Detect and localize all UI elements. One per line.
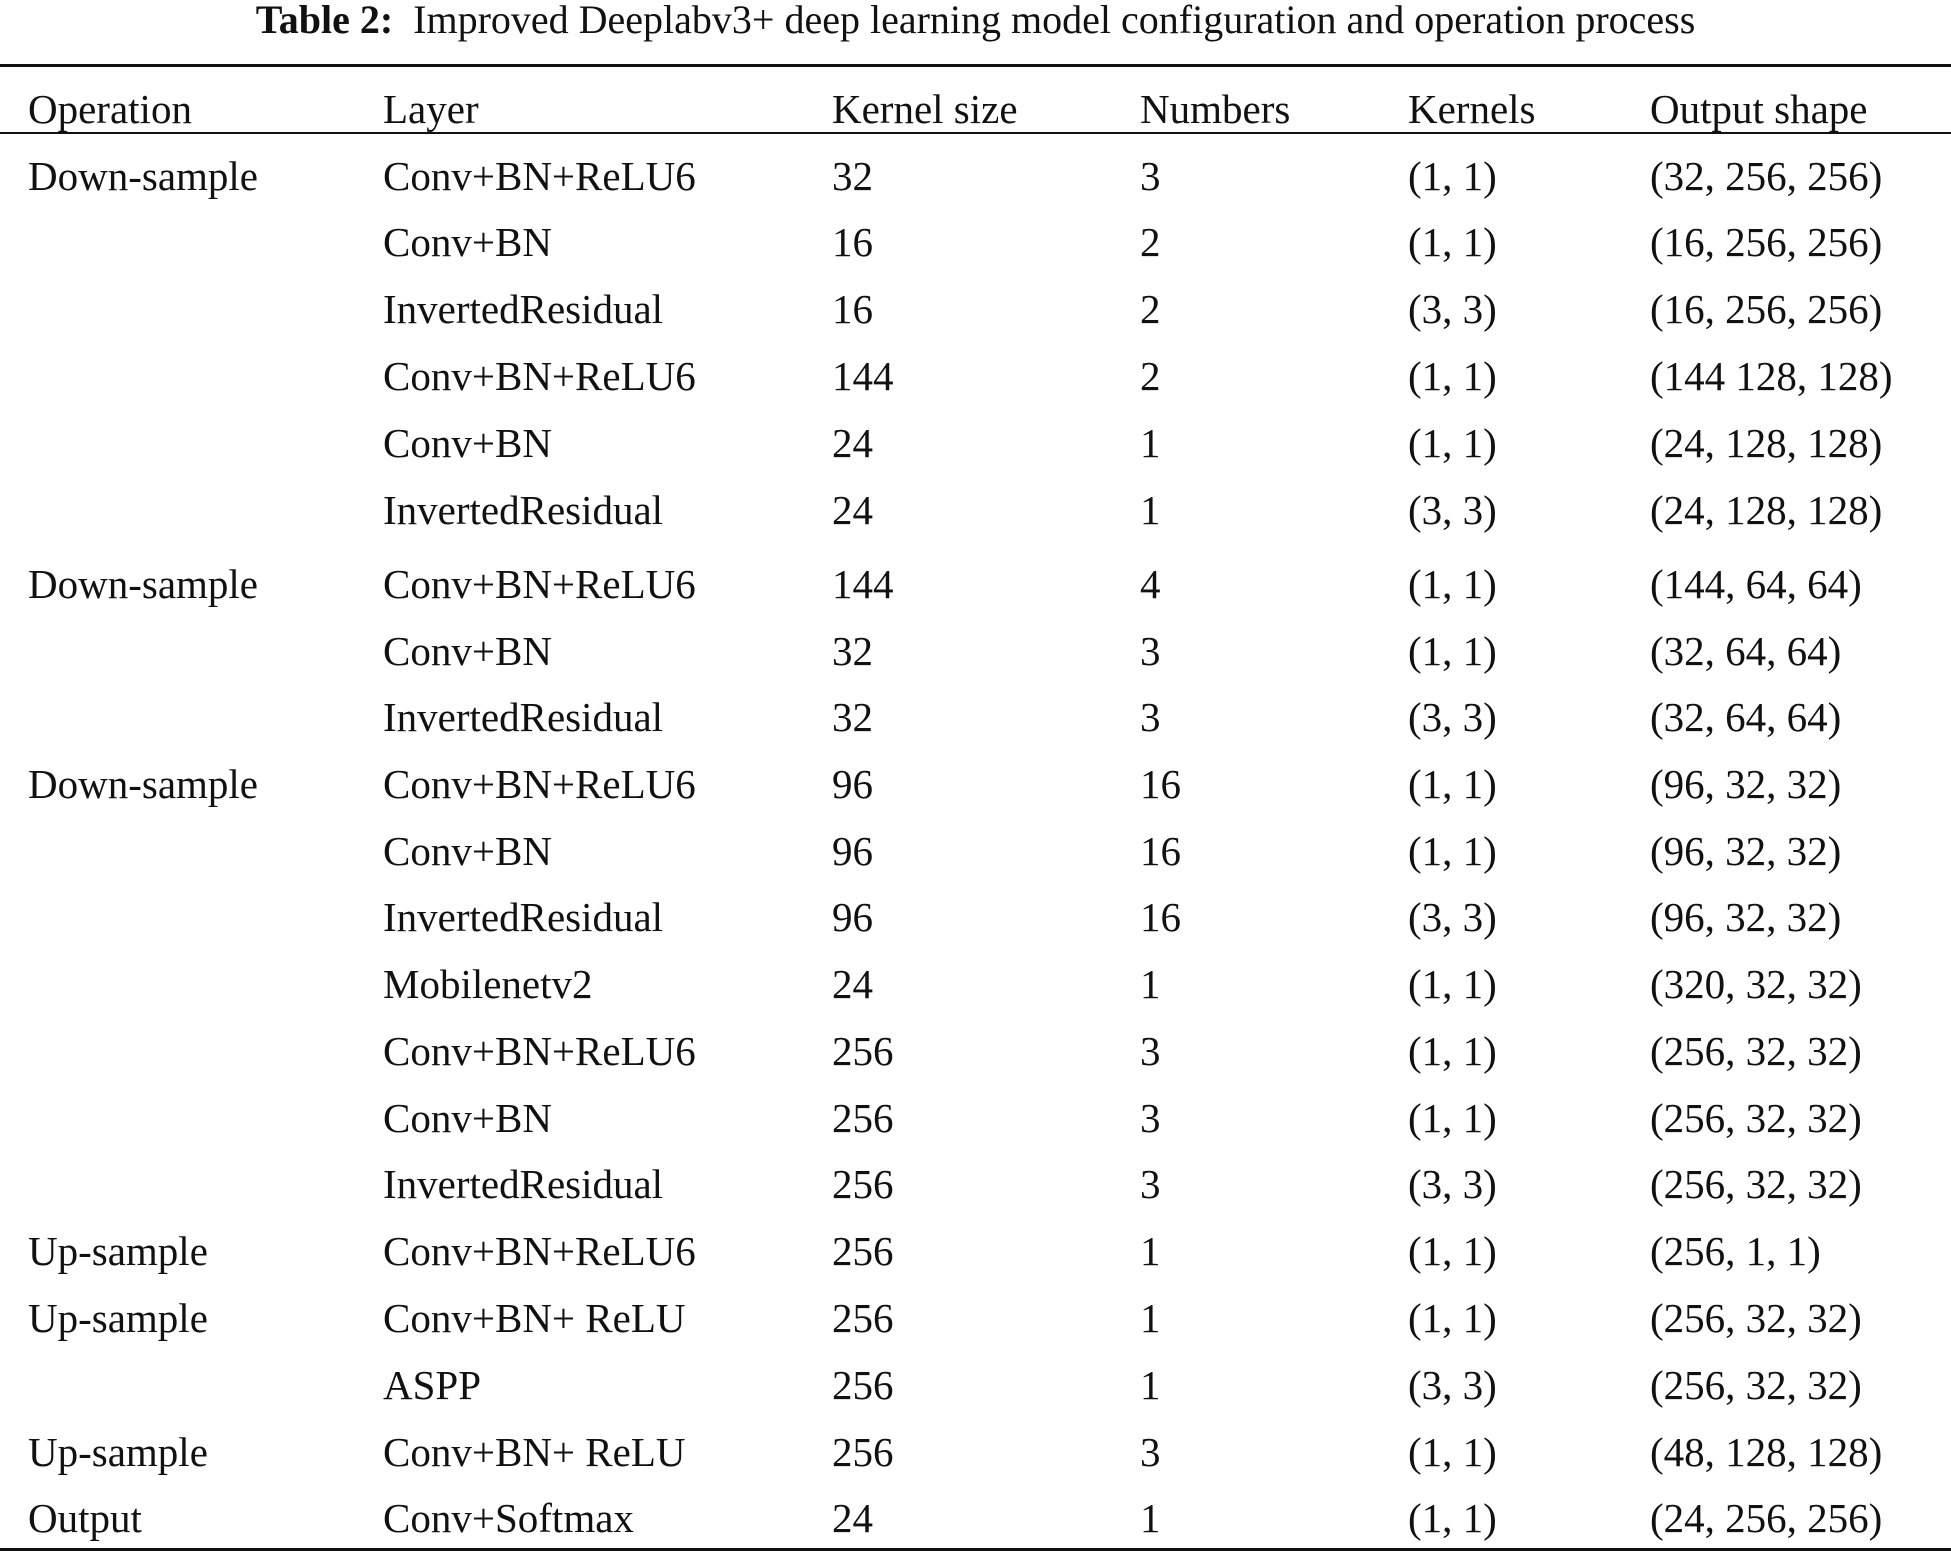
cell-output-shape: (24, 256, 256) (1650, 1495, 1883, 1541)
cell-numbers: 16 (1140, 828, 1181, 874)
cell-layer: Conv+BN+ReLU6 (383, 1028, 696, 1074)
cell-output-shape: (32, 64, 64) (1650, 628, 1842, 674)
cell-kernels: (3, 3) (1408, 1362, 1497, 1408)
cell-output-shape: (96, 32, 32) (1650, 828, 1842, 874)
cell-kernel-size: 96 (832, 761, 873, 807)
header-kernels: Kernels (1408, 86, 1536, 132)
cell-layer: Conv+BN+ReLU6 (383, 561, 696, 607)
cell-kernels: (1, 1) (1408, 761, 1497, 807)
table-caption (0, 0, 1951, 44)
table-row (0, 419, 1951, 467)
cell-layer: InvertedResidual (383, 694, 664, 740)
cell-layer: ASPP (383, 1362, 482, 1408)
cell-kernels: (1, 1) (1408, 1295, 1497, 1341)
cell-kernel-size: 256 (832, 1362, 894, 1408)
cell-output-shape: (320, 32, 32) (1650, 961, 1862, 1007)
table-row (0, 1361, 1951, 1409)
cell-output-shape: (32, 256, 256) (1650, 153, 1883, 199)
cell-output-shape: (256, 32, 32) (1650, 1095, 1862, 1141)
cell-kernel-size: 96 (832, 828, 873, 874)
table-row (0, 152, 1951, 200)
caption-text: Improved Deeplabv3+ deep learning model configuration and operation process (413, 0, 1696, 42)
cell-operation: Down-sample (28, 153, 259, 199)
cell-layer: Conv+BN+ ReLU (383, 1429, 686, 1475)
cell-output-shape: (144, 64, 64) (1650, 561, 1862, 607)
cell-kernels: (1, 1) (1408, 1028, 1497, 1074)
cell-kernel-size: 256 (832, 1429, 894, 1475)
table-bottom-rule (0, 1548, 1951, 1551)
cell-operation: Up-sample (28, 1295, 208, 1341)
cell-layer: Conv+BN (383, 628, 552, 674)
cell-layer: Conv+BN (383, 1095, 552, 1141)
cell-layer: InvertedResidual (383, 894, 664, 940)
table-row (0, 827, 1951, 875)
cell-numbers: 1 (1140, 1228, 1161, 1274)
cell-layer: InvertedResidual (383, 487, 664, 533)
cell-kernels: (3, 3) (1408, 286, 1497, 332)
cell-layer: Conv+BN+ReLU6 (383, 1228, 696, 1274)
header-numbers: Numbers (1140, 86, 1291, 132)
cell-kernel-size: 256 (832, 1295, 894, 1341)
caption-label: Table 2: (255, 0, 394, 42)
cell-kernel-size: 32 (832, 694, 873, 740)
cell-layer: Conv+BN+ReLU6 (383, 353, 696, 399)
table-header-row (0, 85, 1951, 133)
cell-kernels: (3, 3) (1408, 1161, 1497, 1207)
cell-output-shape: (48, 128, 128) (1650, 1429, 1883, 1475)
cell-kernel-size: 24 (832, 487, 873, 533)
table-row (0, 1094, 1951, 1142)
table-row (0, 960, 1951, 1008)
cell-layer: InvertedResidual (383, 1161, 664, 1207)
table-row (0, 893, 1951, 941)
cell-kernel-size: 96 (832, 894, 873, 940)
cell-kernel-size: 256 (832, 1228, 894, 1274)
cell-kernels: (1, 1) (1408, 353, 1497, 399)
cell-numbers: 3 (1140, 694, 1161, 740)
cell-output-shape: (256, 1, 1) (1650, 1228, 1821, 1274)
cell-numbers: 1 (1140, 1495, 1161, 1541)
table-row (0, 760, 1951, 808)
table-top-rule (0, 64, 1951, 67)
cell-output-shape: (16, 256, 256) (1650, 219, 1883, 265)
cell-kernel-size: 144 (832, 353, 894, 399)
cell-output-shape: (144 128, 128) (1650, 353, 1893, 399)
cell-output-shape: (256, 32, 32) (1650, 1295, 1862, 1341)
cell-kernels: (1, 1) (1408, 1495, 1497, 1541)
cell-numbers: 1 (1140, 487, 1161, 533)
cell-kernels: (3, 3) (1408, 894, 1497, 940)
cell-kernel-size: 24 (832, 1495, 873, 1541)
cell-output-shape: (24, 128, 128) (1650, 420, 1883, 466)
cell-kernels: (1, 1) (1408, 153, 1497, 199)
cell-operation: Down-sample (28, 561, 259, 607)
cell-layer: Conv+Softmax (383, 1495, 634, 1541)
cell-numbers: 1 (1140, 1295, 1161, 1341)
cell-layer: Conv+BN+ReLU6 (383, 761, 696, 807)
cell-operation: Output (28, 1495, 142, 1541)
cell-numbers: 16 (1140, 761, 1181, 807)
cell-kernels: (3, 3) (1408, 487, 1497, 533)
table-row (0, 1027, 1951, 1075)
cell-output-shape: (24, 128, 128) (1650, 487, 1883, 533)
cell-kernels: (1, 1) (1408, 420, 1497, 466)
cell-kernels: (1, 1) (1408, 219, 1497, 265)
cell-kernel-size: 256 (832, 1095, 894, 1141)
cell-kernel-size: 256 (832, 1161, 894, 1207)
cell-operation: Up-sample (28, 1228, 208, 1274)
cell-kernels: (1, 1) (1408, 828, 1497, 874)
cell-numbers: 3 (1140, 1095, 1161, 1141)
cell-kernels: (1, 1) (1408, 628, 1497, 674)
cell-numbers: 1 (1140, 1362, 1161, 1408)
cell-layer: Conv+BN (383, 420, 552, 466)
cell-kernel-size: 24 (832, 420, 873, 466)
cell-output-shape: (16, 256, 256) (1650, 286, 1883, 332)
cell-output-shape: (256, 32, 32) (1650, 1161, 1862, 1207)
cell-output-shape: (96, 32, 32) (1650, 761, 1842, 807)
cell-layer: InvertedResidual (383, 286, 664, 332)
table-row (0, 352, 1951, 400)
cell-numbers: 3 (1140, 1429, 1161, 1475)
cell-output-shape: (256, 32, 32) (1650, 1362, 1862, 1408)
cell-numbers: 1 (1140, 961, 1161, 1007)
table-row (0, 1227, 1951, 1275)
cell-numbers: 16 (1140, 894, 1181, 940)
cell-kernels: (1, 1) (1408, 561, 1497, 607)
table-row (0, 1494, 1951, 1542)
cell-numbers: 3 (1140, 1161, 1161, 1207)
cell-kernel-size: 16 (832, 219, 873, 265)
table-row (0, 693, 1951, 741)
cell-layer: Conv+BN+ReLU6 (383, 153, 696, 199)
header-layer: Layer (383, 86, 479, 132)
cell-numbers: 2 (1140, 219, 1161, 265)
cell-kernel-size: 32 (832, 628, 873, 674)
cell-numbers: 4 (1140, 561, 1161, 607)
table-row (0, 285, 1951, 333)
table-row (0, 1428, 1951, 1476)
cell-kernel-size: 16 (832, 286, 873, 332)
cell-numbers: 3 (1140, 628, 1161, 674)
cell-output-shape: (96, 32, 32) (1650, 894, 1842, 940)
cell-kernels: (3, 3) (1408, 694, 1497, 740)
table-row (0, 627, 1951, 675)
cell-kernel-size: 144 (832, 561, 894, 607)
header-output-shape: Output shape (1650, 86, 1868, 132)
cell-layer: Mobilenetv2 (383, 961, 593, 1007)
cell-operation: Up-sample (28, 1429, 208, 1475)
table-header-rule (0, 132, 1951, 134)
table-row (0, 1160, 1951, 1208)
cell-numbers: 2 (1140, 353, 1161, 399)
cell-kernels: (1, 1) (1408, 961, 1497, 1007)
cell-layer: Conv+BN (383, 828, 552, 874)
cell-layer: Conv+BN (383, 219, 552, 265)
table-row (0, 1294, 1951, 1342)
cell-layer: Conv+BN+ ReLU (383, 1295, 686, 1341)
cell-kernels: (1, 1) (1408, 1228, 1497, 1274)
cell-numbers: 3 (1140, 153, 1161, 199)
cell-numbers: 3 (1140, 1028, 1161, 1074)
cell-operation: Down-sample (28, 761, 259, 807)
table-row (0, 560, 1951, 608)
cell-kernel-size: 24 (832, 961, 873, 1007)
table-row (0, 486, 1951, 534)
cell-kernel-size: 32 (832, 153, 873, 199)
cell-kernel-size: 256 (832, 1028, 894, 1074)
cell-output-shape: (256, 32, 32) (1650, 1028, 1862, 1074)
header-kernel-size: Kernel size (832, 86, 1018, 132)
table-row (0, 218, 1951, 266)
cell-numbers: 1 (1140, 420, 1161, 466)
cell-kernels: (1, 1) (1408, 1429, 1497, 1475)
cell-kernels: (1, 1) (1408, 1095, 1497, 1141)
header-operation: Operation (28, 86, 192, 132)
cell-output-shape: (32, 64, 64) (1650, 694, 1842, 740)
cell-numbers: 2 (1140, 286, 1161, 332)
